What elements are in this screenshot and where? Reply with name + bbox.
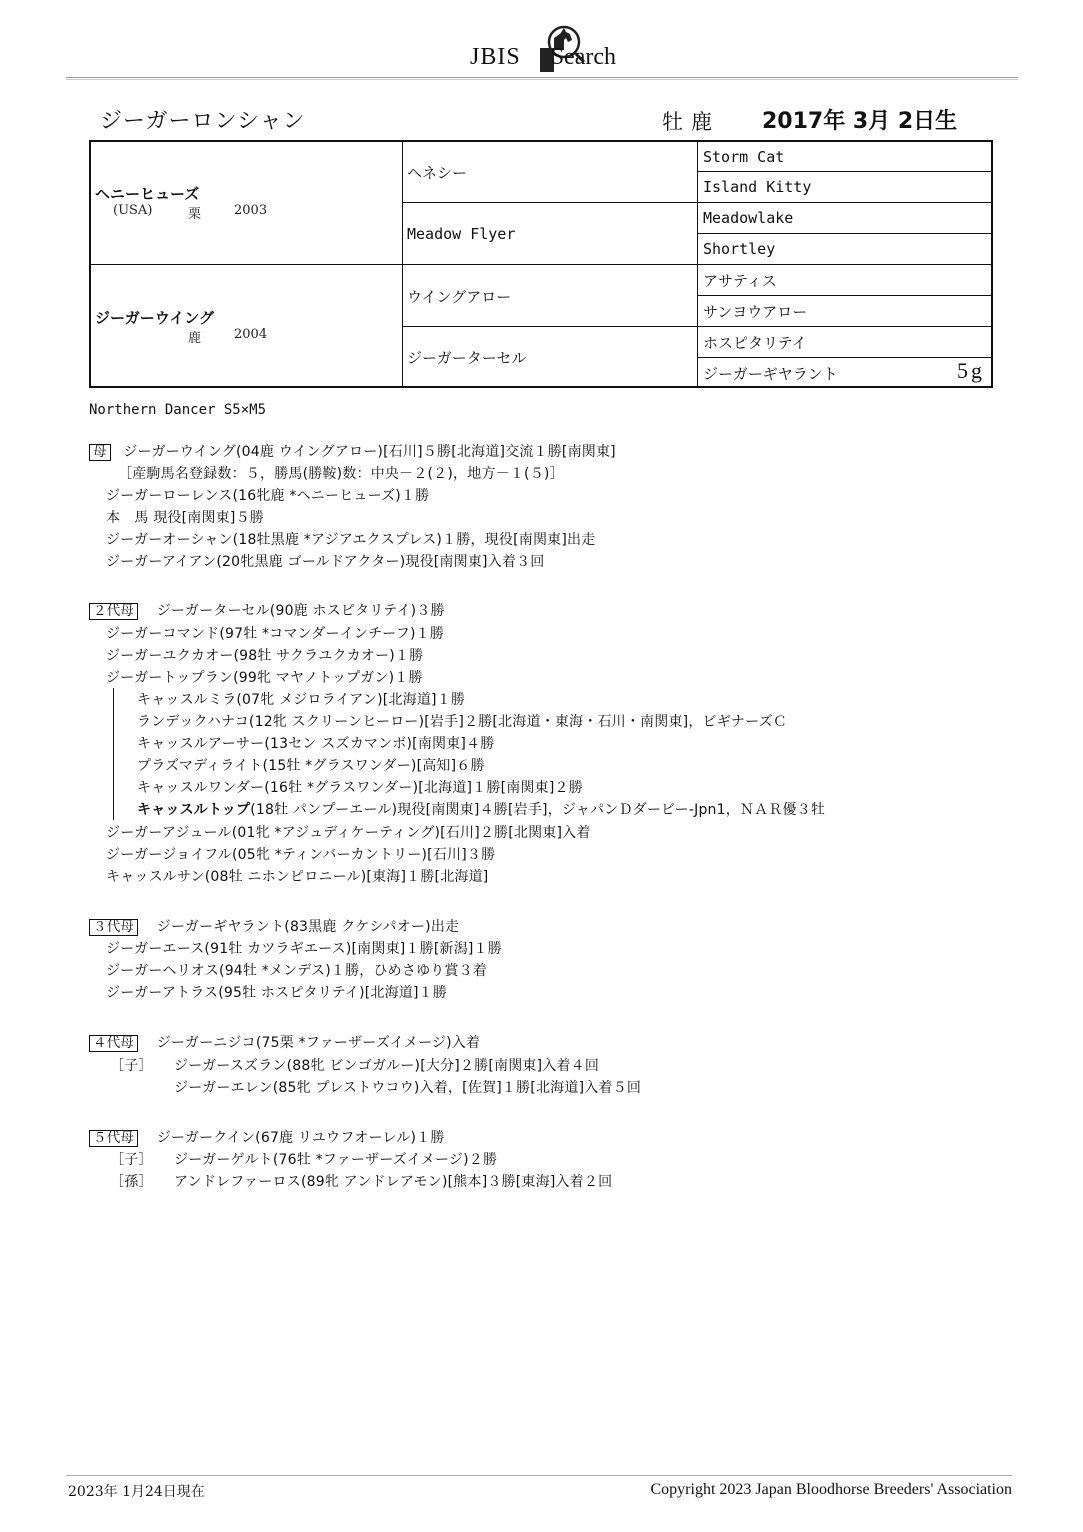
sire-name: ヘニーヒューズ [95,185,200,203]
family-line-text: アンドレファーロス(89牝 アンドレアモン)[熊本]３勝[東海]入着２回 [174,1174,613,1190]
g3-3: Meadowlake [703,209,794,227]
g2-sire-sire: ヘネシー [407,164,468,182]
family-line: ジーガーローレンス(16牝鹿 *ヘニーヒューズ)１勝 [106,488,430,504]
family-line [110,1171,613,1191]
offspring-bracket [113,688,114,820]
family-line: キャッスルワンダー(16牡 *グラスワンダー)[北海道]１勝[南関東]２勝 [137,780,583,796]
family-line-text: ジーガーウイング(04鹿 ウイングアロー)[石川]５勝[北海道]交流１勝[南関東] [123,444,616,460]
logo-jbis-text: JBIS [470,44,521,70]
family-line: ジーガーアイアン(20牝黒鹿 ゴールドアクター)現役[南関東]入着３回 [106,554,545,570]
g2-sire-dam: Meadow Flyer [407,225,516,243]
dam-name: ジーガーウイング [95,309,214,327]
row-divider [697,295,991,296]
horse-name: ジーガーロンシャン [100,109,306,134]
dosage-value: 5g [957,358,985,383]
g3-6: サンヨウアロー [703,303,808,321]
dam-label: 母 [89,444,111,461]
row-divider [402,326,991,327]
family-line: ジーガートップラン(99牝 マヤノトップガン)１勝 [106,670,423,686]
family-line [89,441,616,461]
family-line: キャッスルアーサー(13セン スズカマンボ)[南関東]４勝 [137,736,495,752]
third-dam-label: ３代母 [89,919,138,936]
row-divider [697,233,991,234]
family-line: ランデックハナコ(12牝 スクリーンヒーロー)[岩手]２勝[北海道・東海・石川・南関東]，ビギナーズＣ [137,714,788,730]
relation-tag: ［孫］ [110,1174,153,1190]
family-line: ジーガーユクカオー(98牡 サクラユクカオー)１勝 [106,648,424,664]
family-line-text: ジーガースズラン(88牝 ビンゴガルー)[大分]２勝[南関東]入着４回 [174,1058,600,1074]
sex-color: 牡鹿 [662,110,720,134]
g3-4: Shortley [703,240,776,258]
family-line: ジーガーエレン(85牝 プレストウコウ)入着，[佐賀]１勝[北海道]入着５回 [174,1080,642,1096]
report-date: 2023年 1月24日現在 [68,1484,205,1500]
family-line-text: ジーガーニジコ(75栗 *ファーザーズイメージ)入着 [156,1035,481,1051]
g3-8: ジーガーギヤラント [703,365,838,383]
family-line [137,799,825,819]
g2-dam-dam: ジーガーターセル [407,349,527,367]
family-line: ジーガーオーシャン(18牡黒鹿 *アジアエクスプレス)１勝，現役[南関東]出走 [106,532,596,548]
header-divider [66,77,1018,80]
featured-horse-name: キャッスルトップ [137,802,251,818]
fifth-dam-label: ５代母 [89,1130,138,1147]
dam-color: 鹿 [188,331,202,346]
pedigree-table [89,140,993,388]
family-line-text: (18牡 パンプーエール)現役[南関東]４勝[岩手]，ジャパンＤダービー-Jpn1，ＮＡＲ優３牡 [250,802,826,818]
family-line-text: ジーガーゲルト(76牡 *ファーザーズイメージ)２勝 [174,1152,498,1168]
row-divider [91,264,991,265]
relation-tag: ［子］ [110,1058,153,1074]
family-line-text: ジーガーギヤラント(83黒鹿 クケシパオー)出走 [156,919,460,935]
sire-origin: (USA) [113,203,153,218]
g3-2: Island Kitty [703,178,812,196]
row-divider [697,357,991,358]
family-line: ジーガージョイフル(05牝 *ティンバーカントリー)[石川]３勝 [106,847,496,863]
family-line: ジーガーヘリオス(94牡 *メンデス)１勝，ひめさゆり賞３着 [106,963,488,979]
family-line [89,1127,445,1147]
relation-tag: ［子］ [110,1152,153,1168]
row-divider [697,171,991,172]
second-dam-label: ２代母 [89,603,138,620]
family-line: キャッスルミラ(07牝 メジロライアン)[北海道]１勝 [137,692,466,708]
family-line [89,600,445,620]
family-line-text: ジーガーターセル(90鹿 ホスピタリテイ)３勝 [156,603,445,619]
row-divider [402,202,991,203]
family-line: ［産駒馬名登録数：５，勝馬(勝鞍)数：中央－２(２)，地方－１(５)］ [118,466,564,482]
fourth-dam-label: ４代母 [89,1035,138,1052]
footer-divider [66,1475,1012,1476]
dam-year: 2004 [234,327,268,342]
family-line: ジーガーエース(91牡 カツラギエース)[南関東]１勝[新潟]１勝 [106,941,502,957]
family-line-text: ジーガークイン(67鹿 リユウフオーレル)１勝 [156,1130,445,1146]
g3-7: ホスピタリテイ [703,334,807,352]
birth-date: 2017年 3月 2日生 [762,109,958,134]
family-line: キャッスルサン(08牡 ニホンピロニール)[東海]１勝[北海道] [106,869,489,885]
family-line: ジーガーアジュール(01牝 *アジュディケーティング)[石川]２勝[北関東]入着 [106,825,591,841]
family-line [89,1032,480,1052]
family-line [110,1055,600,1075]
jbis-search-logo [470,18,640,74]
g3-5: アサティス [703,272,777,290]
family-line: 本 馬 現役[南関東]５勝 [106,510,264,526]
logo-search-text: Search [550,44,616,70]
g2-dam-sire: ウイングアロー [407,288,512,306]
family-line: プラズマディライト(15牡 *グラスワンダー)[高知]６勝 [137,758,485,774]
family-line [110,1149,498,1169]
family-line: ジーガーコマンド(97牡 *コマンダーインチーフ)１勝 [106,626,445,642]
copyright: Copyright 2023 Japan Bloodhorse Breeders' Association [650,1481,1012,1498]
sire-color: 栗 [188,207,202,222]
sire-year: 2003 [234,203,268,218]
g3-1: Storm Cat [703,148,785,166]
inbreeding-note: Northern Dancer S5×M5 [89,402,267,418]
family-line [89,916,459,936]
family-line: ジーガーアトラス(95牡 ホスピタリテイ)[北海道]１勝 [106,985,448,1001]
